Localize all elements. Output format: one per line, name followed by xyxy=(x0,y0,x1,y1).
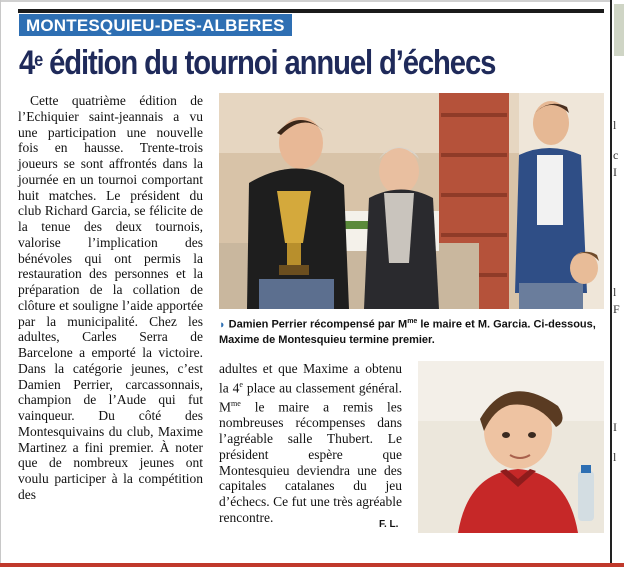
photo-caption xyxy=(219,314,604,348)
frame-top xyxy=(0,0,624,2)
paragraph-2-part-1: adultes et que Maxime a obtenu la 4 xyxy=(219,361,402,396)
adjacent-column-strip: l c I l F I l xyxy=(610,0,624,563)
author-signature: F. L. xyxy=(379,519,399,530)
frame-bottom-border xyxy=(0,563,624,567)
paragraph-2-sup-1: e xyxy=(239,379,243,389)
caption-marker-icon: ◗ xyxy=(219,318,226,331)
article-column-1 xyxy=(18,93,203,503)
headline-text: édition du tournoi annuel d’échecs xyxy=(42,44,496,82)
article-paragraph-1: Cette quatrième édition de l’Echiquier saint-jeannais a vu une participation une nouvelle fois en hausse. Trente-trois joueurs se sont affrontés dans la journée en un tournoi comportant huit matches. Le président du club Richard Garcia, se félicite de la tenue des deux tournois, valorise l’implication des bénévoles qui ont permis la restauration des personnes et la préparation de la collation de clôture et souligne l’aide apportée par la municipalité. Chez les adultes, Carles Serra de Barcelone a emporté la victoire. Dans la catégorie jeunes, c’est Damien Perrier, carcassonnais, champion de l’Aude qui fut vainqueur. Du côté des Montesquivains du club, Maxime Martinez a fini premier. À noter que de nombreux jeunes ont voulu participer à la compétition des xyxy=(18,93,203,502)
paragraph-2-part-3: le maire a remis les nombreuses récompenses dans l’agréable salle Thubert. Le président espère que Montesquieu deviendra une des capitales catalanes du jeu d’échecs. Ce fut une très agréable rencontre. xyxy=(219,399,402,525)
caption-part-2: le maire et M. Garcia. Ci-dessous, Maxime de Montesquieu termine premier. xyxy=(219,318,596,346)
paragraph-2-sup-2: me xyxy=(231,399,241,408)
article-paragraph-2 xyxy=(219,361,402,526)
frame-left xyxy=(0,0,1,567)
caption-part-1: Damien Perrier récompensé par M xyxy=(228,318,408,331)
paragraph-2-part-2: place au classement général. M xyxy=(219,380,402,415)
section-label: MONTESQUIEU-DES-ALBERES xyxy=(19,14,292,36)
main-photo xyxy=(219,93,604,309)
headline-number: 4 xyxy=(19,44,35,82)
adjacent-photo-fragment xyxy=(614,4,624,56)
headline-superscript: e xyxy=(34,50,43,71)
secondary-photo xyxy=(418,361,604,533)
article-column-2 xyxy=(219,361,402,526)
headline xyxy=(19,42,495,84)
caption-superscript: me xyxy=(407,318,418,325)
header-rule xyxy=(18,9,604,13)
